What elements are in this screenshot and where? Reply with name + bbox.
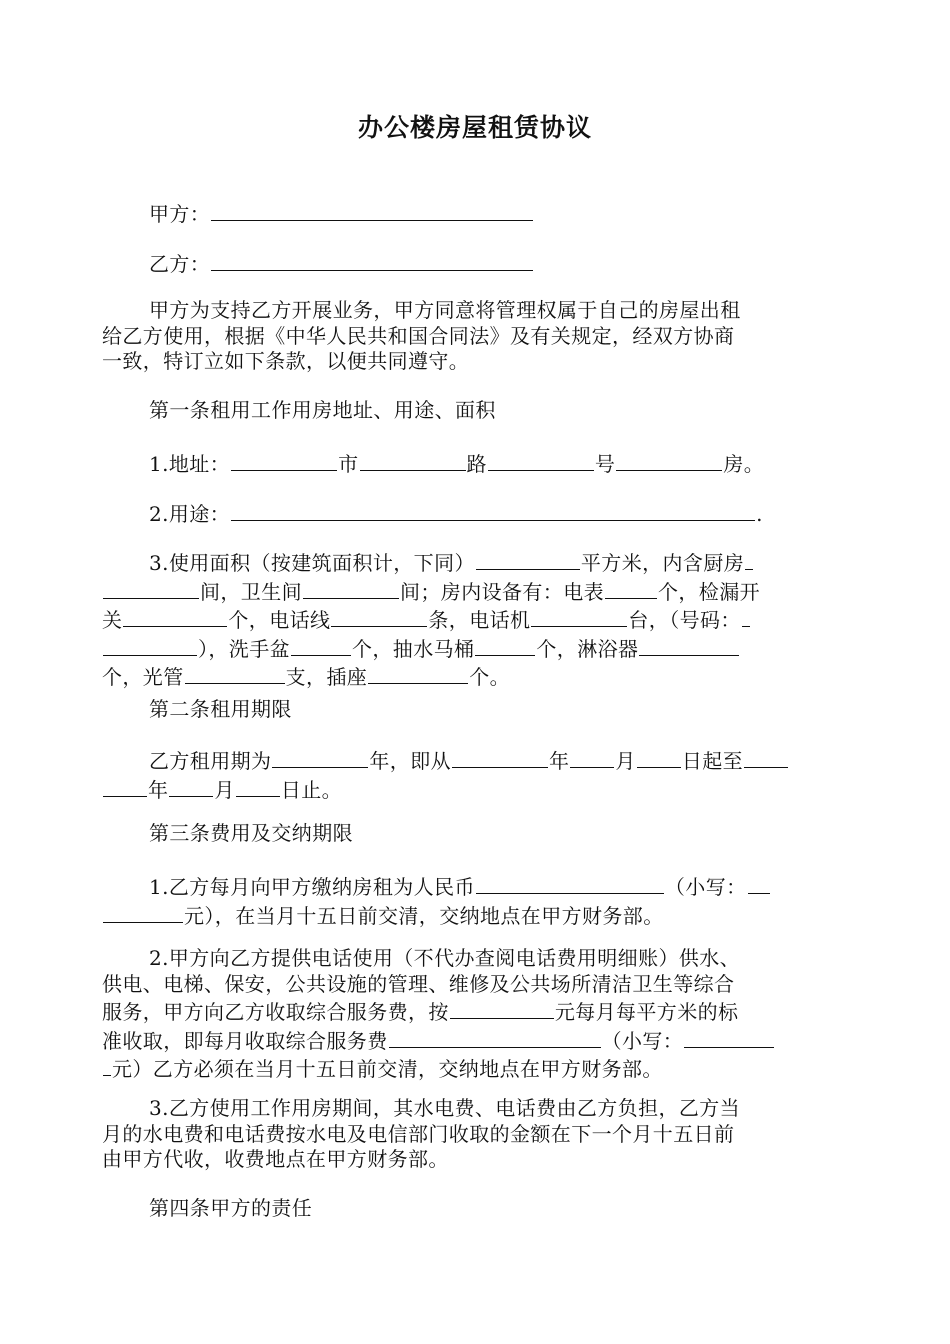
party-a-label: 甲方： (149, 202, 211, 226)
road-label: 路 (466, 452, 487, 476)
party-b-line (102, 249, 851, 278)
term-text: 月 (615, 749, 636, 773)
area-text: ），洗手盆 (198, 636, 290, 661)
article-2-title: 第二条租用期限 (149, 697, 292, 721)
basin-blank (291, 634, 351, 656)
service-fee-clause (102, 946, 851, 1083)
utilities-line: 月的水电费和电话费按水电及电信部门收取的金额在下一个月十五日前 (102, 1121, 735, 1146)
number-blank (488, 449, 594, 471)
area-text: 个，检漏开 (658, 579, 760, 604)
area-line (102, 577, 851, 606)
usage-clause (102, 499, 851, 528)
service-text: 元）乙方必须在当月十五日前交清，交纳地点在甲方财务部。 (112, 1057, 663, 1081)
service-text: （小写： (601, 1028, 684, 1053)
rent-line (102, 901, 851, 930)
rent-small-blank (103, 901, 183, 923)
number-label: 号 (594, 452, 616, 476)
service-amount-blank (389, 1026, 601, 1048)
term-text: 年 (148, 777, 169, 802)
area-line (102, 605, 851, 634)
article-4-title: 第四条甲方的责任 (149, 1196, 313, 1220)
utilities-line: 3.乙方使用工作用房期间，其水电费、电话费由乙方负担，乙方当 (149, 1096, 741, 1120)
meter-blank (605, 577, 657, 599)
term-text: 年，即从 (369, 749, 452, 773)
kitchen-blank (103, 577, 199, 599)
end-year-blank (103, 775, 147, 797)
number-blank (103, 634, 197, 656)
end-day-blank (236, 775, 280, 797)
kitchen-blank (745, 548, 753, 570)
area-text: 个，光管 (102, 665, 184, 689)
intro-paragraph (102, 298, 851, 375)
area-clause (102, 548, 851, 691)
service-line (102, 1054, 851, 1083)
phone-line-blank (331, 605, 427, 627)
intro-line: 给乙方使用，根据《中华人民共和国合同法》及有关规定，经双方协商 (102, 323, 735, 348)
service-text: 服务，甲方向乙方收取综合服务费，按 (102, 1000, 449, 1024)
term-text: 日起至 (681, 749, 744, 773)
telephone-blank (531, 605, 627, 627)
intro-line: 一致，特订立如下条款，以便共同遵守。 (102, 349, 470, 373)
road-blank (360, 449, 466, 471)
number-blank (742, 605, 750, 627)
area-text: 关 (102, 608, 123, 632)
end-year-blank (744, 746, 788, 768)
area-text: 个，电话线 (228, 608, 331, 632)
end-month-blank (169, 775, 213, 797)
start-day-blank (637, 746, 681, 768)
article-3-title: 第三条费用及交纳期限 (149, 821, 353, 845)
area-text: 3.使用面积（按建筑面积计，下同） (149, 551, 475, 575)
party-b-label: 乙方： (149, 252, 211, 276)
service-text: 准收取，即每月收取综合服务费 (102, 1028, 388, 1053)
area-text: 条，电话机 (428, 608, 531, 632)
service-text: 元每月每平方米的标 (554, 1000, 739, 1024)
intro-line: 甲方为支持乙方开展业务，甲方同意将管理权属于自己的房屋出租 (149, 298, 741, 322)
area-text: 间；房内设备有：电表 (400, 579, 604, 604)
city-blank (231, 449, 337, 471)
service-line (102, 1026, 851, 1055)
term-clause (102, 746, 851, 803)
bathroom-blank (303, 577, 399, 599)
service-small-blank (684, 1026, 774, 1048)
document-title: 办公楼房屋租赁协议 (357, 113, 592, 142)
room-blank (616, 449, 722, 471)
area-text: 个，淋浴器 (536, 636, 639, 661)
service-line (102, 997, 851, 1026)
rent-amount-blank (476, 872, 664, 894)
rent-clause (102, 872, 851, 929)
service-line: 供电、电梯、保安，公共设施的管理、维修及公共场所清洁卫生等综合 (102, 971, 735, 996)
area-text: 个，抽水马桶 (352, 636, 475, 661)
area-text: 个。 (469, 665, 511, 689)
area-text: 台，（号码： (628, 608, 741, 632)
term-text: 乙方租用期为 (149, 749, 272, 773)
socket-blank (368, 662, 468, 684)
term-text: 日止。 (280, 777, 343, 802)
rent-small-blank (748, 872, 770, 894)
term-line (102, 746, 851, 775)
utilities-line: 由甲方代收，收费地点在甲方财务部。 (102, 1147, 449, 1171)
usage-blank (231, 499, 755, 521)
area-text: 支，插座 (285, 665, 368, 689)
utilities-clause (102, 1096, 851, 1173)
area-text: 平方米，内含厨房 (580, 551, 745, 575)
years-blank (272, 746, 368, 768)
room-label: 房。 (723, 452, 765, 476)
rent-line (102, 872, 851, 901)
party-b-blank (211, 249, 533, 271)
area-line (102, 548, 851, 577)
start-month-blank (570, 746, 614, 768)
rate-blank (450, 997, 554, 1019)
term-text: 年 (549, 749, 570, 773)
term-text: 月 (214, 777, 235, 802)
rent-text: （小写： (664, 875, 747, 899)
party-a-blank (211, 199, 533, 221)
switch-blank (123, 605, 227, 627)
address-label: 1.地址： (149, 452, 231, 476)
area-text: 间，卫生间 (200, 579, 302, 604)
area-blank (476, 548, 580, 570)
party-a-line (102, 199, 851, 228)
area-line (102, 634, 851, 663)
shower-blank (639, 634, 739, 656)
article-1-title: 第一条租用工作用房地址、用途、面积 (149, 398, 496, 422)
start-year-blank (452, 746, 548, 768)
area-line (102, 662, 851, 691)
usage-label: 2.用途： (149, 502, 231, 526)
rent-text: 元），在当月十五日前交清，交纳地点在甲方财务部。 (184, 903, 664, 928)
service-line: 2.甲方向乙方提供电话使用（不代办查阅电话费用明细账）供水、 (149, 946, 741, 970)
toilet-blank (475, 634, 535, 656)
address-clause (102, 449, 851, 478)
term-line (102, 775, 851, 804)
service-small-blank (103, 1054, 111, 1076)
usage-end: . (756, 502, 763, 526)
city-label: 市 (338, 452, 359, 476)
tube-blank (185, 662, 285, 684)
rent-text: 1.乙方每月向甲方缴纳房租为人民币 (149, 875, 475, 899)
